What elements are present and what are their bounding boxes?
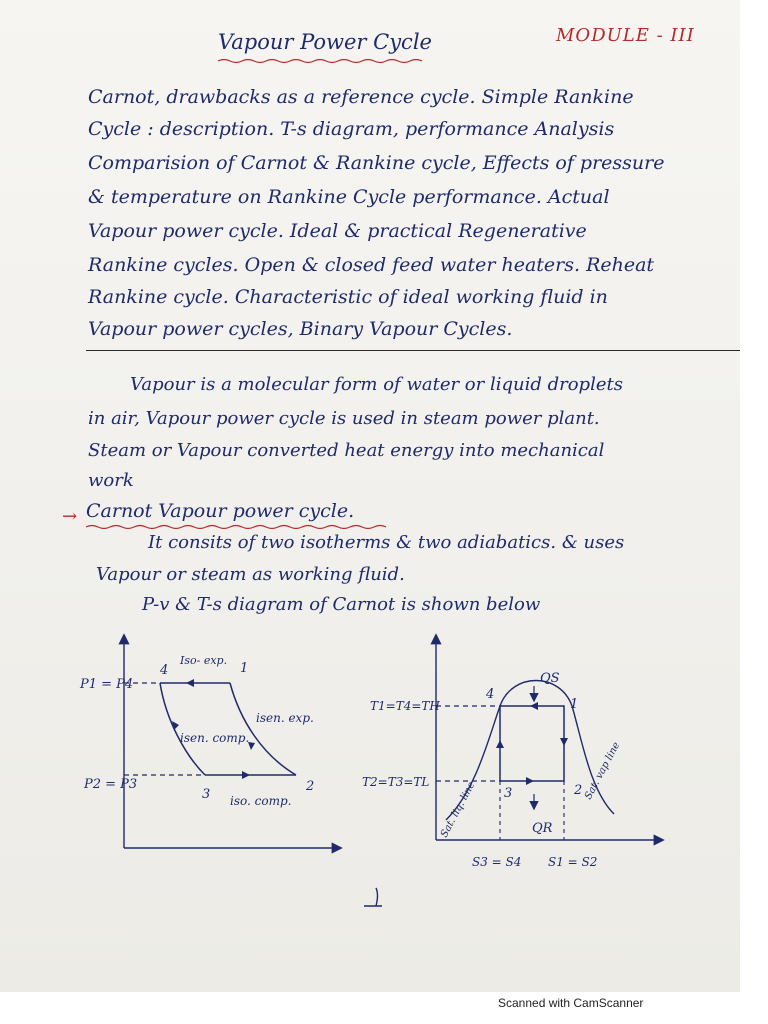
pv-label-iso-comp: iso. comp.	[230, 794, 292, 808]
ts-label-s1-s2: S1 = S2	[548, 855, 598, 869]
syllabus-line: Comparision of Carnot & Rankine cycle, Effects of pressure	[88, 152, 665, 174]
syllabus-line: Cycle : description. T-s diagram, performance Analysis	[88, 118, 615, 140]
pv-point-4: 4	[160, 663, 169, 678]
syllabus-line: & temperature on Rankine Cycle performance. Actual	[88, 186, 610, 208]
intro-line: Vapour is a molecular form of water or liquid droplets	[130, 374, 623, 395]
arrow-bullet-icon: →	[62, 506, 78, 527]
ts-label-s3-s4: S3 = S4	[472, 855, 522, 869]
ts-label-qr: QR	[532, 821, 553, 836]
section-heading: Carnot Vapour power cycle.	[86, 500, 355, 522]
ts-label-th: T1=T4=TH	[370, 699, 440, 713]
ts-point-1: 1	[570, 697, 579, 712]
syllabus-line: Vapour power cycle. Ideal & practical Regenerative	[88, 220, 587, 242]
syllabus-line: Rankine cycles. Open & closed feed water heaters. Reheat	[88, 254, 655, 276]
section-line: It consits of two isotherms & two adiabatics. & uses	[148, 532, 625, 553]
pv-point-3: 3	[202, 787, 211, 802]
ts-point-3: 3	[504, 786, 513, 801]
pv-label-isen-exp: isen. exp.	[256, 711, 314, 725]
ts-point-2: 2	[574, 783, 583, 798]
pv-label-p1-p4: P1 = P4	[80, 677, 134, 692]
pv-point-1: 1	[240, 661, 249, 676]
intro-line: work	[88, 470, 134, 491]
scanner-watermark: Scanned with CamScanner	[498, 996, 644, 1010]
page-title: Vapour Power Cycle	[218, 30, 432, 54]
syllabus-line: Vapour power cycles, Binary Vapour Cycles.	[88, 318, 513, 340]
pv-label-p2-p3: P2 = P3	[84, 777, 138, 792]
ts-label-sat-vap: Sat. vap line	[582, 740, 623, 802]
diagram-caption: P-v & T-s diagram of Carnot is shown below	[142, 594, 541, 615]
ts-label-tl: T2=T3=TL	[362, 775, 430, 789]
module-label: MODULE - III	[556, 25, 695, 46]
ts-label-qs: QS	[540, 671, 560, 686]
pv-label-iso-exp: Iso- exp.	[180, 654, 228, 667]
pv-label-isen-comp: isen. comp.	[180, 731, 250, 745]
section-line: Vapour or steam as working fluid.	[96, 564, 405, 585]
ts-label-sat-liq: Sat. liq. line	[438, 780, 478, 840]
intro-line: Steam or Vapour converted heat energy into mechanical	[88, 440, 605, 461]
ts-point-4: 4	[486, 687, 495, 702]
syllabus-line: Rankine cycle. Characteristic of ideal working fluid in	[88, 286, 608, 308]
syllabus-line: Carnot, drawbacks as a reference cycle. Simple Rankine	[88, 86, 634, 108]
pv-point-2: 2	[306, 779, 315, 794]
intro-line: in air, Vapour power cycle is used in steam power plant.	[88, 408, 600, 429]
